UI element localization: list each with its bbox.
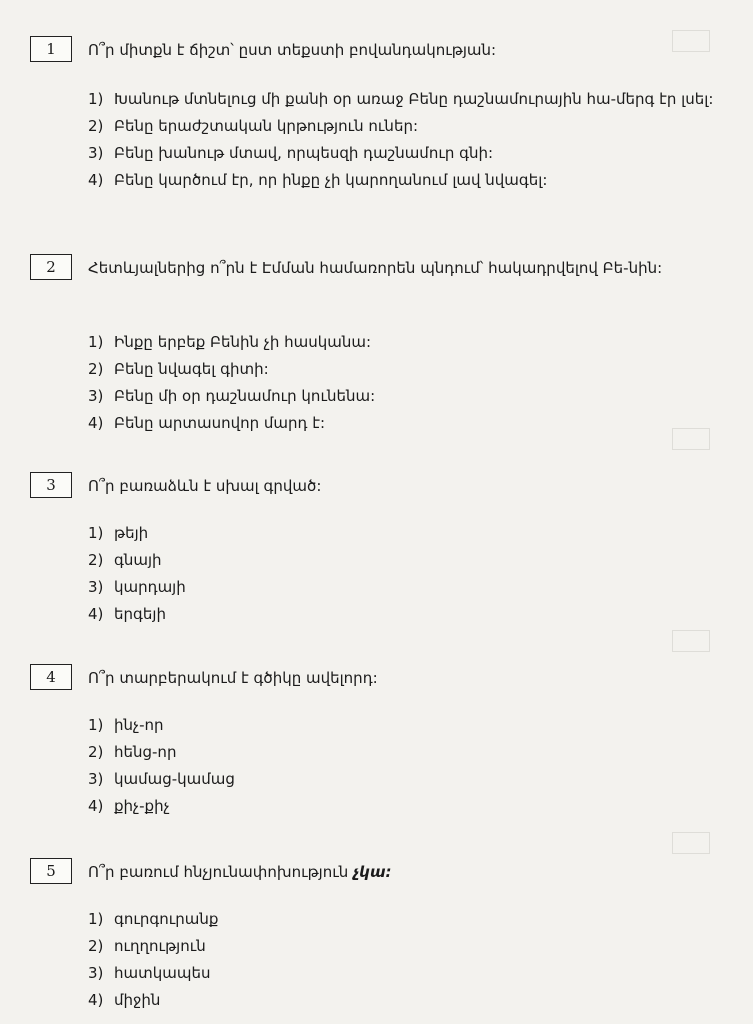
answer-options — [88, 329, 718, 437]
question-number-box: 2 — [30, 254, 72, 280]
answer-option[interactable] — [88, 547, 718, 574]
option-number: 4) — [88, 991, 104, 1009]
option-number: 3) — [88, 770, 104, 788]
answer-option[interactable] — [88, 739, 718, 766]
question-number-box: 3 — [30, 472, 72, 498]
option-text: Ինքը երբեք Բենին չի հասկանա: — [114, 333, 372, 351]
question-text: Ո՞ր տարբերակում է գծիկը ավելորդ: — [88, 669, 378, 687]
option-number: 1) — [88, 716, 104, 734]
option-number: 2) — [88, 117, 104, 135]
option-text: կարդայի — [114, 578, 186, 596]
answer-option[interactable] — [88, 167, 718, 194]
answer-option[interactable] — [88, 356, 718, 383]
answer-option[interactable] — [88, 520, 718, 547]
question-1 — [30, 36, 730, 221]
option-number: 2) — [88, 937, 104, 955]
question-text: Հետևյալներից ո՞րն է Էմման համառորեն պնդում՝ հակադրվելով Բե-նին: — [88, 259, 663, 277]
option-text: հենց-որ — [114, 743, 177, 761]
question-text — [88, 859, 718, 886]
option-number: 4) — [88, 605, 104, 623]
option-text: քիչ-քիչ — [114, 797, 170, 815]
option-text: միջին — [114, 991, 161, 1009]
answer-options — [88, 86, 718, 194]
answer-options — [88, 906, 718, 1014]
question-number-box: 5 — [30, 858, 72, 884]
answer-option[interactable] — [88, 574, 718, 601]
option-text: ուղղություն — [114, 937, 206, 955]
option-text: հատկապես — [114, 964, 211, 982]
option-text: ինչ-որ — [114, 716, 164, 734]
option-number: 3) — [88, 144, 104, 162]
option-text: Խանութ մտնելուց մի քանի օր առաջ Բենը դաշնամուրային հա-մերգ էր լսել: — [114, 90, 714, 108]
option-text: Բենը կարծում էր, որ ինքը չի կարողանում լավ նվագել: — [114, 171, 548, 189]
answer-option[interactable] — [88, 601, 718, 628]
option-number: 1) — [88, 524, 104, 542]
question-text-emphasis: չկա: — [353, 863, 392, 881]
option-number: 1) — [88, 910, 104, 928]
option-number: 2) — [88, 551, 104, 569]
option-text: գնայի — [114, 551, 162, 569]
option-number: 1) — [88, 90, 104, 108]
option-number: 4) — [88, 171, 104, 189]
answer-option[interactable] — [88, 113, 718, 140]
question-2 — [30, 254, 730, 439]
question-5 — [30, 858, 730, 1018]
bleed-through-box — [672, 832, 710, 854]
question-text-main: Ո՞ր բառում հնչյունափոխություն — [88, 863, 354, 881]
answer-option[interactable] — [88, 960, 718, 987]
question-text: Ո՞ր միտքն է ճիշտ՝ ըստ տեքստի բովանդակության: — [88, 41, 497, 59]
option-number: 3) — [88, 964, 104, 982]
option-number: 4) — [88, 797, 104, 815]
answer-option[interactable] — [88, 712, 718, 739]
answer-option[interactable] — [88, 329, 718, 356]
answer-option[interactable] — [88, 793, 718, 820]
answer-options — [88, 520, 718, 628]
answer-option[interactable] — [88, 140, 718, 167]
option-text: թեյի — [114, 524, 149, 542]
answer-option[interactable] — [88, 86, 718, 113]
answer-option[interactable] — [88, 410, 718, 437]
option-text: գուրգուրանք — [114, 910, 219, 928]
option-text: Բենը արտասովոր մարդ է: — [114, 414, 326, 432]
option-text: Բենը խանութ մտավ, որպեսզի դաշնամուր գնի: — [114, 144, 494, 162]
option-text: Բենը երաժշտական կրթություն ուներ: — [114, 117, 419, 135]
question-text: Ո՞ր բառաձևն է սխալ գրված: — [88, 477, 322, 495]
option-number: 3) — [88, 387, 104, 405]
option-number: 2) — [88, 743, 104, 761]
option-number: 2) — [88, 360, 104, 378]
option-number: 1) — [88, 333, 104, 351]
answer-option[interactable] — [88, 906, 718, 933]
answer-options — [88, 712, 718, 820]
answer-option[interactable] — [88, 383, 718, 410]
option-text: կամաց-կամաց — [114, 770, 235, 788]
answer-option[interactable] — [88, 766, 718, 793]
option-text: Բենը նվագել գիտի: — [114, 360, 269, 378]
answer-option[interactable] — [88, 933, 718, 960]
bleed-through-box — [672, 630, 710, 652]
option-number: 3) — [88, 578, 104, 596]
question-number-box: 4 — [30, 664, 72, 690]
question-4 — [30, 664, 730, 824]
option-text: երգեյի — [114, 605, 166, 623]
question-number-box: 1 — [30, 36, 72, 62]
option-text: Բենը մի օր դաշնամուր կունենա: — [114, 387, 376, 405]
question-3 — [30, 472, 730, 632]
answer-option[interactable] — [88, 987, 718, 1014]
option-number: 4) — [88, 414, 104, 432]
